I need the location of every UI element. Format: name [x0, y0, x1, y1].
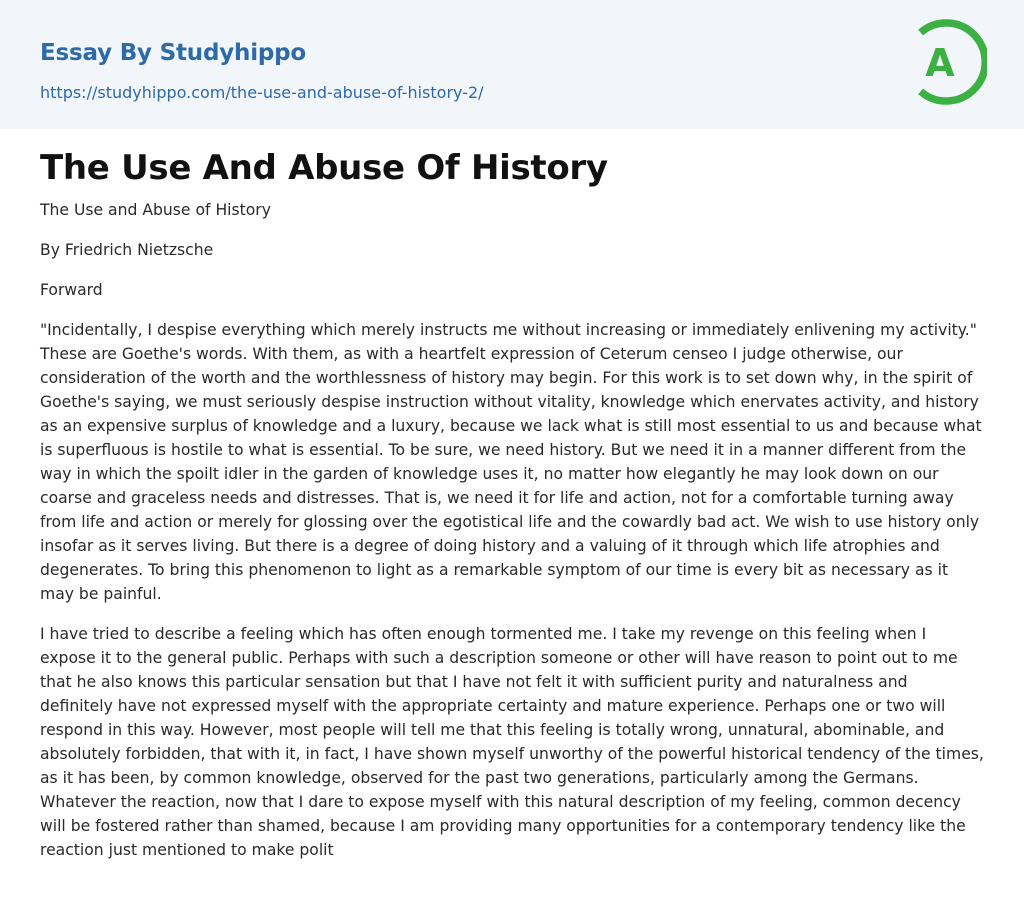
source-url-link[interactable]: https://studyhippo.com/the-use-and-abuse-of-history-2/ [40, 83, 484, 102]
article-section-heading: Forward [40, 281, 103, 299]
logo-letter: A [925, 41, 955, 85]
article-paragraph: I have tried to describe a feeling which has often enough tormented me. I take my revenge on this feeling when I expose it to the general public. Perhaps with such a description someone or other will have reason to point out to me that he also knows this particular sensation but that I have not felt it with sufficient purity and naturalness and definitely have not expressed myself with the appropriate certainty and mature experience. Perhaps one or two will respond in this way. However, most people will tell me that this feeling is totally wrong, unnatural, abominable, and absolutely forbidden, that with it, in fact, I have shown myself unworthy of the powerful historical tendency of the times, as it has been, by common knowledge, observed for the past two generations, particularly among the Germans. Whatever the reaction, now that I dare to expose myself with this natural description of my feeling, common decency will be fostered rather than shamed, because I am providing many opportunities for a contemporary tendency like the reaction just mentioned to make polit [40, 625, 984, 859]
article-author: By Friedrich Nietzsche [40, 241, 214, 259]
site-header [0, 0, 1024, 129]
studyhippo-logo-icon[interactable] [911, 19, 987, 105]
article-paragraph: "Incidentally, I despise everything which merely instructs me without increasing or immediately enlivening my activity." These are Goethe's words. With them, as with a heartfelt expression of Ceterum censeo I judge otherwise, our consideration of the worth and the worthlessness of history may begin. For this work is to set down why, in the spirit of Goethe's saying, we must seriously despise instruction without vitality, knowledge which enervates activity, and history as an expensive surplus of knowledge and a luxury, because we lack what is still most essential to us and because what is superfluous is hostile to what is essential. To be sure, we need history. But we need it in a manner different from the way in which the spoilt idler in the garden of knowledge uses it, no matter how elegantly he may look down on our coarse and graceless needs and distresses. That is, we need it for life and action, not for a comfortable turning away from life and action or merely for glossing over the egotistical life and the cowardly bad act. We wish to use history only insofar as it serves living. But there is a degree of doing history and a valuing of it through which life atrophies and degenerates. To bring this phenomenon to light as a remarkable symptom of our time is every bit as necessary as it may be painful. [40, 321, 982, 603]
article-content [0, 129, 1024, 862]
article-title: The Use And Abuse Of History [40, 148, 608, 188]
site-brand[interactable]: Essay By Studyhippo [40, 40, 307, 66]
article-subtitle: The Use and Abuse of History [40, 201, 271, 219]
